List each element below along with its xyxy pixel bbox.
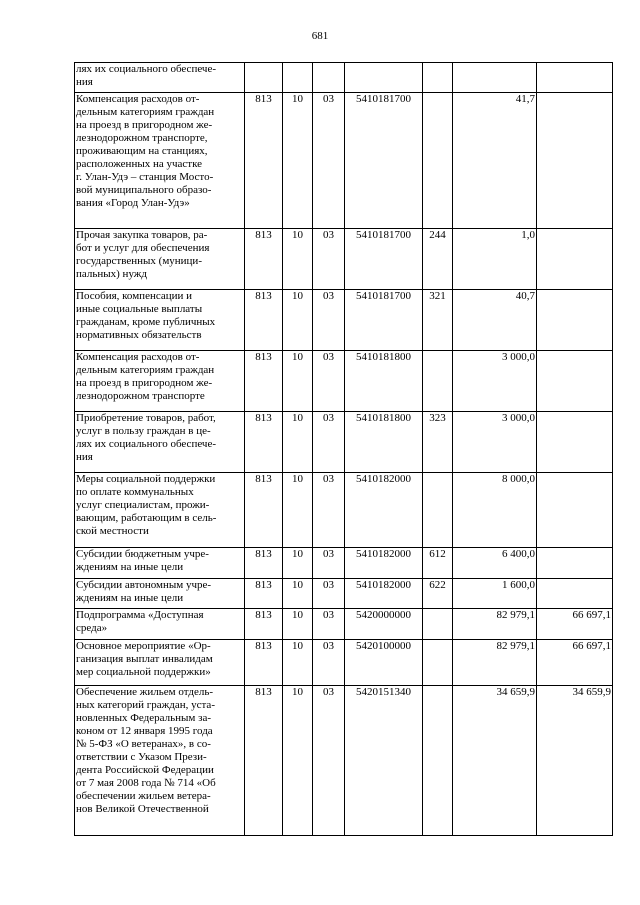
- expense-type-code: [423, 640, 453, 686]
- ministry-code: 813: [245, 290, 283, 351]
- amount-cell: 6 400,0: [453, 548, 537, 579]
- section-code: 10: [283, 548, 313, 579]
- budget-table: [74, 62, 613, 836]
- section-code: 10: [283, 609, 313, 640]
- ministry-code: 813: [245, 412, 283, 473]
- expense-type-code: 321: [423, 290, 453, 351]
- subsection-code: 03: [313, 579, 345, 609]
- row-name: Субсидии автономным учре- ждениям на иные цели: [75, 579, 245, 609]
- amount-cell: 82 979,1: [453, 640, 537, 686]
- target-article-code: 5420100000: [345, 640, 423, 686]
- subsection-code: 03: [313, 290, 345, 351]
- ministry-code: 813: [245, 473, 283, 548]
- ministry-code: 813: [245, 229, 283, 290]
- target-article-code: 5420151340: [345, 686, 423, 836]
- table-row: [75, 351, 613, 412]
- table-row: [75, 473, 613, 548]
- amount-cell: [537, 93, 613, 229]
- table-row: [75, 412, 613, 473]
- subsection-code: [313, 63, 345, 93]
- ministry-code: 813: [245, 640, 283, 686]
- amount-cell: [537, 63, 613, 93]
- section-code: 10: [283, 229, 313, 290]
- table-row: [75, 290, 613, 351]
- section-code: 10: [283, 412, 313, 473]
- amount-cell: 1 600,0: [453, 579, 537, 609]
- target-article-code: 5410181700: [345, 93, 423, 229]
- subsection-code: 03: [313, 229, 345, 290]
- target-article-code: 5410182000: [345, 548, 423, 579]
- ministry-code: 813: [245, 609, 283, 640]
- row-name: Приобретение товаров, работ, услуг в пользу граждан в це- лях их социального обеспече- ния: [75, 412, 245, 473]
- section-code: 10: [283, 351, 313, 412]
- amount-cell: 34 659,9: [453, 686, 537, 836]
- amount-cell: 66 697,1: [537, 640, 613, 686]
- row-name: Прочая закупка товаров, ра- бот и услуг для обеспечения государственных (муници- пальных) нужд: [75, 229, 245, 290]
- target-article-code: 5410181800: [345, 351, 423, 412]
- ministry-code: [245, 63, 283, 93]
- amount-cell: [537, 473, 613, 548]
- expense-type-code: 612: [423, 548, 453, 579]
- section-code: 10: [283, 93, 313, 229]
- page-number: 681: [311, 30, 329, 42]
- subsection-code: 03: [313, 412, 345, 473]
- target-article-code: 5410181700: [345, 229, 423, 290]
- target-article-code: [345, 63, 423, 93]
- row-name: Меры социальной поддержки по оплате коммунальных услуг специалистам, прожи- вающим, работающим в сель- ской местности: [75, 473, 245, 548]
- amount-cell: 34 659,9: [537, 686, 613, 836]
- amount-cell: [537, 290, 613, 351]
- expense-type-code: 622: [423, 579, 453, 609]
- ministry-code: 813: [245, 351, 283, 412]
- target-article-code: 5410181700: [345, 290, 423, 351]
- row-name: Пособия, компенсации и иные социальные выплаты гражданам, кроме публичных нормативных обязательств: [75, 290, 245, 351]
- amount-cell: 3 000,0: [453, 412, 537, 473]
- subsection-code: 03: [313, 351, 345, 412]
- target-article-code: 5410182000: [345, 579, 423, 609]
- row-name: Компенсация расходов от- дельным категориям граждан на проезд в пригородном же- лезнодорожном транспорте, проживающим на станциях, расположенных на участке г. Улан-Удэ – станция Мосто- вой муниципального образо- вания «Город Улан-Удэ»: [75, 93, 245, 229]
- row-name: Обеспечение жильем отдель- ных категорий граждан, уста- новленных Федеральным за- коном от 12 января 1995 года № 5-ФЗ «О ветеранах», в со- ответствии с Указом Прези- дента Российской Федерации от 7 мая 2008 года № 714 «Об обеспечении жильем ветера- нов Великой Отечественной: [75, 686, 245, 836]
- amount-cell: 41,7: [453, 93, 537, 229]
- table-row: [75, 579, 613, 609]
- row-name: Компенсация расходов от- дельным категориям граждан на проезд в пригородном же- лезнодорожном транспорте: [75, 351, 245, 412]
- subsection-code: 03: [313, 93, 345, 229]
- amount-cell: [537, 412, 613, 473]
- expense-type-code: [423, 63, 453, 93]
- section-code: 10: [283, 640, 313, 686]
- ministry-code: 813: [245, 686, 283, 836]
- amount-cell: [537, 351, 613, 412]
- amount-cell: [537, 229, 613, 290]
- expense-type-code: [423, 93, 453, 229]
- table-row: [75, 686, 613, 836]
- row-name: Субсидии бюджетным учре- ждениям на иные цели: [75, 548, 245, 579]
- ministry-code: 813: [245, 579, 283, 609]
- section-code: 10: [283, 579, 313, 609]
- amount-cell: 1,0: [453, 229, 537, 290]
- subsection-code: 03: [313, 640, 345, 686]
- amount-cell: 8 000,0: [453, 473, 537, 548]
- table-row: [75, 229, 613, 290]
- expense-type-code: [423, 686, 453, 836]
- expense-type-code: [423, 473, 453, 548]
- table-row: [75, 548, 613, 579]
- table-row: [75, 93, 613, 229]
- row-name: лях их социального обеспече- ния: [75, 63, 245, 93]
- subsection-code: 03: [313, 548, 345, 579]
- amount-cell: 3 000,0: [453, 351, 537, 412]
- ministry-code: 813: [245, 548, 283, 579]
- table-row: [75, 640, 613, 686]
- expense-type-code: [423, 351, 453, 412]
- subsection-code: 03: [313, 686, 345, 836]
- amount-cell: [453, 63, 537, 93]
- amount-cell: [537, 579, 613, 609]
- row-name: Основное мероприятие «Ор- ганизация выплат инвалидам мер социальной поддержки»: [75, 640, 245, 686]
- target-article-code: 5410181800: [345, 412, 423, 473]
- expense-type-code: 323: [423, 412, 453, 473]
- amount-cell: [537, 548, 613, 579]
- subsection-code: 03: [313, 609, 345, 640]
- subsection-code: 03: [313, 473, 345, 548]
- amount-cell: 66 697,1: [537, 609, 613, 640]
- amount-cell: 82 979,1: [453, 609, 537, 640]
- section-code: 10: [283, 473, 313, 548]
- section-code: 10: [283, 290, 313, 351]
- expense-type-code: [423, 609, 453, 640]
- table-row: [75, 609, 613, 640]
- amount-cell: 40,7: [453, 290, 537, 351]
- target-article-code: 5420000000: [345, 609, 423, 640]
- section-code: [283, 63, 313, 93]
- table-row: [75, 63, 613, 93]
- section-code: 10: [283, 686, 313, 836]
- target-article-code: 5410182000: [345, 473, 423, 548]
- expense-type-code: 244: [423, 229, 453, 290]
- row-name: Подпрограмма «Доступная среда»: [75, 609, 245, 640]
- ministry-code: 813: [245, 93, 283, 229]
